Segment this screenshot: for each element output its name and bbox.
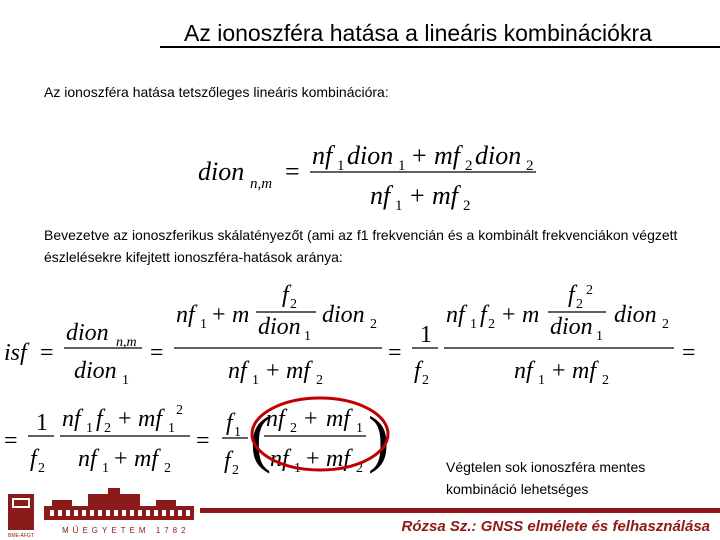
svg-text:=: = — [196, 428, 210, 454]
svg-text:nf: nf — [312, 141, 333, 170]
svg-text:=: = — [285, 157, 300, 186]
svg-text:2: 2 — [422, 373, 429, 388]
svg-text:mf: mf — [134, 446, 158, 472]
svg-text:+: + — [118, 406, 132, 432]
logo-text: MŰEGYETEM 1782 — [62, 526, 190, 535]
svg-text:2: 2 — [38, 461, 45, 476]
svg-text:2: 2 — [662, 317, 669, 332]
svg-text:1: 1 — [596, 329, 603, 344]
svg-text:+: + — [212, 302, 226, 328]
svg-text:mf: mf — [326, 406, 350, 432]
svg-text:+: + — [410, 181, 425, 210]
svg-text:2: 2 — [463, 198, 471, 214]
svg-text:dion: dion — [475, 141, 522, 170]
svg-text:m: m — [522, 302, 540, 328]
svg-text:2: 2 — [576, 297, 583, 312]
svg-text:f: f — [96, 406, 103, 432]
formula-isf-line1-svg — [0, 280, 720, 390]
title-underline — [160, 46, 720, 48]
svg-text:1: 1 — [234, 425, 241, 440]
svg-text:mf: mf — [286, 358, 310, 384]
svg-text:1: 1 — [395, 198, 403, 214]
svg-text:dion: dion — [198, 157, 245, 186]
formula-dion-nm-svg — [190, 136, 550, 216]
svg-text:mf: mf — [434, 141, 460, 170]
footer-credit: Rózsa Sz.: GNSS elmélete és felhasználása — [401, 518, 710, 535]
formula-isf-line2-svg — [0, 396, 440, 482]
svg-text:2: 2 — [290, 297, 297, 312]
svg-text:dion: dion — [550, 314, 593, 340]
svg-text:2: 2 — [586, 283, 593, 298]
svg-text:=: = — [682, 340, 696, 366]
svg-text:1: 1 — [168, 421, 175, 436]
svg-text:dion: dion — [614, 302, 657, 328]
svg-text:+: + — [552, 358, 566, 384]
svg-text:2: 2 — [526, 158, 534, 174]
svg-text:dion: dion — [258, 314, 301, 340]
svg-text:+: + — [412, 141, 427, 170]
svg-text:2: 2 — [290, 421, 297, 436]
svg-text:1: 1 — [294, 461, 301, 476]
svg-text:2: 2 — [104, 421, 111, 436]
svg-text:f: f — [30, 446, 37, 472]
svg-text:=: = — [40, 340, 54, 366]
svg-text:1: 1 — [356, 421, 363, 436]
svg-text:m: m — [232, 302, 250, 328]
svg-text:1: 1 — [538, 373, 545, 388]
intro-text: Az ionoszféra hatása tetszőleges lineáris kombinációra: — [44, 84, 389, 100]
formula-dion-nm — [190, 136, 550, 216]
svg-text:+: + — [502, 302, 516, 328]
svg-text:+: + — [266, 358, 280, 384]
svg-text:nf: nf — [78, 446, 97, 472]
svg-text:(: ( — [250, 403, 272, 474]
formula-isf-line2 — [0, 396, 440, 482]
svg-text:+: + — [306, 446, 320, 472]
svg-text:nf: nf — [514, 358, 533, 384]
svg-text:f: f — [414, 358, 421, 384]
svg-text:1: 1 — [420, 322, 432, 348]
svg-text:dion: dion — [322, 302, 365, 328]
svg-text:mf: mf — [432, 181, 458, 210]
svg-text:2: 2 — [176, 403, 183, 418]
svg-text:f: f — [282, 282, 289, 308]
svg-text:isf: isf — [4, 340, 27, 366]
svg-text:2: 2 — [488, 317, 495, 332]
svg-text:dion: dion — [66, 320, 109, 346]
svg-text:2: 2 — [316, 373, 323, 388]
svg-text:2: 2 — [164, 461, 171, 476]
svg-text:nf: nf — [370, 181, 391, 210]
svg-text:mf: mf — [572, 358, 596, 384]
svg-text:1: 1 — [337, 158, 345, 174]
svg-text:dion: dion — [74, 358, 117, 384]
svg-text:2: 2 — [370, 317, 377, 332]
footer-bar — [200, 508, 720, 513]
logo-badge-text: BME-ÁFGT — [8, 533, 34, 539]
svg-text:1: 1 — [304, 329, 311, 344]
svg-text:=: = — [150, 340, 164, 366]
formula-isf-line1 — [0, 280, 720, 390]
svg-text:f: f — [480, 302, 487, 328]
svg-text:1: 1 — [398, 158, 406, 174]
svg-text:1: 1 — [200, 317, 207, 332]
svg-text:1: 1 — [102, 461, 109, 476]
svg-text:=: = — [388, 340, 402, 366]
svg-text:nf: nf — [62, 406, 81, 432]
footer — [0, 488, 720, 540]
svg-text:mf: mf — [326, 446, 350, 472]
svg-text:): ) — [368, 403, 390, 474]
svg-text:+: + — [114, 446, 128, 472]
svg-text:2: 2 — [356, 461, 363, 476]
svg-text:n,m: n,m — [116, 335, 137, 350]
svg-text:nf: nf — [228, 358, 247, 384]
svg-text:nf: nf — [176, 302, 195, 328]
svg-text:f: f — [226, 410, 233, 436]
svg-text:2: 2 — [232, 463, 239, 478]
svg-text:1: 1 — [86, 421, 93, 436]
svg-text:1: 1 — [252, 373, 259, 388]
svg-text:nf: nf — [270, 446, 289, 472]
svg-text:nf: nf — [446, 302, 465, 328]
svg-text:2: 2 — [602, 373, 609, 388]
slide-title: Az ionoszféra hatása a lineáris kombinációkra — [184, 20, 652, 46]
svg-text:nf: nf — [266, 406, 285, 432]
svg-text:dion: dion — [347, 141, 394, 170]
svg-text:mf: mf — [138, 406, 162, 432]
svg-text:1: 1 — [470, 317, 477, 332]
isf-paragraph: Bevezetve az ionoszferikus skálatényezőt (ami az f1 frekvencián és a kombinált frekvenciákon végzett észlelésekre kifejtett ionoszféra-hatások aránya: — [44, 227, 678, 265]
svg-text:f: f — [568, 282, 575, 308]
svg-text:2: 2 — [465, 158, 473, 174]
note-text: Végtelen sok ionoszféra mentes kombináció lehetséges — [446, 459, 646, 497]
svg-text:+: + — [304, 406, 318, 432]
svg-text:f: f — [224, 448, 231, 474]
svg-text:n,m: n,m — [250, 176, 273, 192]
svg-text:1: 1 — [36, 410, 48, 436]
svg-text:1: 1 — [122, 373, 129, 388]
svg-text:=: = — [4, 428, 18, 454]
